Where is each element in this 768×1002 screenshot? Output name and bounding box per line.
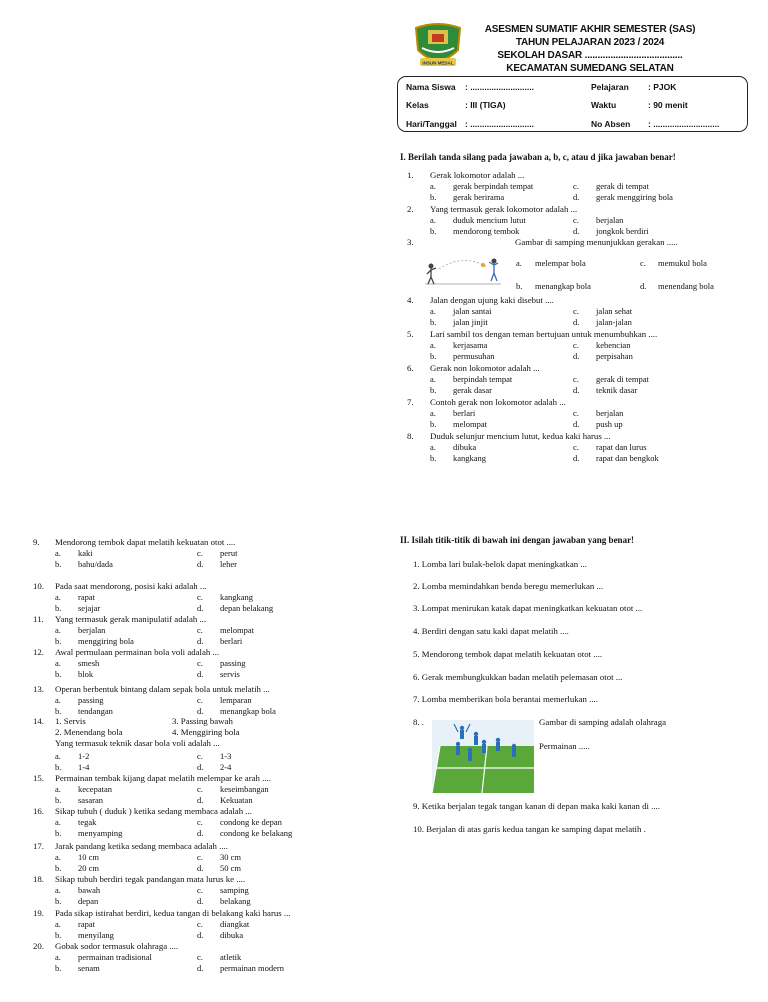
- school-year: TAHUN PELAJARAN 2023 / 2024: [515, 37, 665, 48]
- question-15-label-c[interactable]: c.: [197, 784, 203, 794]
- question-3-text: Gambar di samping menunjukkan gerakan .....: [515, 237, 678, 247]
- waktu-value: : 90 menit: [648, 100, 688, 110]
- nama-field[interactable]: : ...........................: [465, 82, 534, 92]
- question-20-option-c[interactable]: atletik: [220, 952, 242, 962]
- question-2-text: Yang termasuk gerak lokomotor adalah ...: [430, 204, 578, 214]
- question-14-option-c[interactable]: 1-3: [220, 751, 232, 761]
- question-8-label-a[interactable]: a.: [430, 442, 436, 452]
- question-17-option-c[interactable]: 30 cm: [220, 852, 242, 862]
- question-19-label-a[interactable]: a.: [55, 919, 61, 929]
- question-10-label-a[interactable]: a.: [55, 592, 61, 602]
- question-12-option-d[interactable]: servis: [220, 669, 240, 679]
- hari-field[interactable]: : ...........................: [465, 119, 534, 129]
- question-19-option-d[interactable]: dibuka: [220, 930, 244, 940]
- question-20-option-d[interactable]: permainan modern: [220, 963, 284, 973]
- question-12-option-c[interactable]: passing: [220, 658, 246, 668]
- question-6-label-d[interactable]: d.: [573, 385, 580, 395]
- section-1-instruction: I. Berilah tanda silang pada jawaban a, b, c, atau d jika jawaban benar!: [400, 152, 676, 162]
- question-2-option-c[interactable]: berjalan: [596, 215, 624, 225]
- question-15-option-a[interactable]: kecepatan: [78, 784, 112, 794]
- question-9-text: Mendorong tembok dapat melatih kekuatan otot ....: [55, 537, 236, 547]
- question-10-label-b[interactable]: b.: [55, 603, 62, 613]
- question-19-option-a[interactable]: rapat: [78, 919, 95, 929]
- question-4-label-a[interactable]: a.: [430, 306, 436, 316]
- question-1-label-d[interactable]: d.: [573, 192, 580, 202]
- question-17-number: 17.: [33, 841, 44, 851]
- essay-question-7: 7. Lomba memberikan bola berantai memerlukan ....: [413, 694, 598, 704]
- question-1-number: 1.: [407, 170, 414, 180]
- question-5-label-d[interactable]: d.: [573, 351, 580, 361]
- question-20-label-a[interactable]: a.: [55, 952, 61, 962]
- essay-question-4: 4. Berdiri dengan satu kaki dapat melatih ....: [413, 626, 569, 636]
- question-4-text: Jalan dengan ujung kaki disebut ....: [430, 295, 554, 305]
- question-14-item-1: 1. Servis: [55, 716, 86, 726]
- nama-label: Nama Siswa: [406, 82, 456, 92]
- question-18-label-c[interactable]: c.: [197, 885, 203, 895]
- question-20-text: Gobak sodor termasuk olahraga ....: [55, 941, 179, 951]
- hari-label: Hari/Tanggal: [406, 119, 457, 129]
- question-20-label-d[interactable]: d.: [197, 963, 204, 973]
- pelajaran-value: : PJOK: [648, 82, 677, 92]
- waktu-label: Waktu: [591, 100, 617, 110]
- question-13-label-c[interactable]: c.: [197, 695, 203, 705]
- question-15-label-a[interactable]: a.: [55, 784, 61, 794]
- question-12-text: Awal permulaan permainan bola voli adalah ...: [55, 647, 220, 657]
- question-6-option-b[interactable]: gerak dasar: [453, 385, 492, 395]
- question-4-label-c[interactable]: c.: [573, 306, 579, 316]
- question-4-option-b[interactable]: jalan jinjit: [453, 317, 488, 327]
- question-11-number: 11.: [33, 614, 44, 624]
- question-1-option-d[interactable]: gerak menggiring bola: [596, 192, 673, 202]
- question-6-label-b[interactable]: b.: [430, 385, 437, 395]
- question-18-option-a[interactable]: bawah: [78, 885, 101, 895]
- question-8-label-c[interactable]: c.: [573, 442, 579, 452]
- question-17-option-d[interactable]: 50 cm: [220, 863, 242, 873]
- essay-question-9: 9. Ketika berjalan tegak tangan kanan di depan maka kaki kanan di ....: [413, 801, 660, 811]
- question-7-option-b[interactable]: melompat: [453, 419, 487, 429]
- question-15-label-b[interactable]: b.: [55, 795, 62, 805]
- question-15-option-b[interactable]: sasaran: [78, 795, 104, 805]
- question-15-option-c[interactable]: keseimbangan: [220, 784, 269, 794]
- question-5-option-c[interactable]: kebencian: [596, 340, 631, 350]
- gobak-sodor-field-icon: [432, 720, 534, 793]
- question-14-option-b[interactable]: 1-4: [78, 762, 90, 772]
- question-14-label-a[interactable]: a.: [55, 751, 61, 761]
- pelajaran-label: Pelajaran: [591, 82, 629, 92]
- question-10-option-c[interactable]: kangkang: [220, 592, 254, 602]
- question-3-label-d[interactable]: d.: [640, 281, 647, 291]
- question-18-number: 18.: [33, 874, 44, 884]
- question-9-option-b[interactable]: bahu/dada: [78, 559, 113, 569]
- question-6-option-c[interactable]: gerak di tempat: [596, 374, 649, 384]
- question-14-label-d[interactable]: d.: [197, 762, 204, 772]
- question-18-option-d[interactable]: belakang: [220, 896, 251, 906]
- question-1-label-c[interactable]: c.: [573, 181, 579, 191]
- question-4-option-c[interactable]: jalan sehat: [596, 306, 633, 316]
- question-10-text: Pada saat mendorong, posisi kaki adalah ...: [55, 581, 207, 591]
- question-9-label-c[interactable]: c.: [197, 548, 203, 558]
- question-15-option-d[interactable]: Kekuatan: [220, 795, 253, 805]
- question-7-text: Contoh gerak non lokomotor adalah ...: [430, 397, 566, 407]
- question-18-option-c[interactable]: samping: [220, 885, 249, 895]
- question-15-text: Permainan tembak kijang dapat melatih melempar ke arah ....: [55, 773, 271, 783]
- question-4-label-b[interactable]: b.: [430, 317, 437, 327]
- question-12-number: 12.: [33, 647, 44, 657]
- question-6-number: 6.: [407, 363, 414, 373]
- question-3-label-b[interactable]: b.: [516, 281, 523, 291]
- question-11-label-b[interactable]: b.: [55, 636, 62, 646]
- kelas-value: : III (TIGA): [465, 100, 506, 110]
- question-6-option-d[interactable]: teknik dasar: [596, 385, 638, 395]
- question-16-option-d[interactable]: condong ke belakang: [220, 828, 293, 838]
- essay-question-3: 3. Lompat menirukan katak dapat meningkatkan kekuatan otot ...: [413, 603, 643, 613]
- essay-question-2: 2. Lomba memindahkan benda beregu memerlukan ...: [413, 581, 604, 591]
- question-1-option-a[interactable]: gerak berpindah tempat: [453, 181, 534, 191]
- section-2-instruction: II. Isilah titik-titik di bawah ini dengan jawaban yang benar!: [400, 535, 635, 545]
- question-9-label-b[interactable]: b.: [55, 559, 62, 569]
- question-3-label-a[interactable]: a.: [516, 258, 522, 268]
- essay-question-8: 8. .: [413, 717, 424, 727]
- question-6-text: Gerak non lokomotor adalah ...: [430, 363, 540, 373]
- question-16-label-d[interactable]: d.: [197, 828, 204, 838]
- question-1-option-b[interactable]: gerak berirama: [453, 192, 505, 202]
- question-13-option-c[interactable]: lemparan: [220, 695, 252, 705]
- question-1-label-a[interactable]: a.: [430, 181, 436, 191]
- question-18-label-d[interactable]: d.: [197, 896, 204, 906]
- question-14-item-3: 3. Passing bawah: [172, 716, 233, 726]
- question-14-label-b[interactable]: b.: [55, 762, 62, 772]
- question-12-label-b[interactable]: b.: [55, 669, 62, 679]
- question-5-text: Lari sambil tos dengan teman bertujuan untuk menumbuhkan ....: [430, 329, 658, 339]
- question-13-label-d[interactable]: d.: [197, 706, 204, 716]
- question-4-label-d[interactable]: d.: [573, 317, 580, 327]
- question-8-label-b[interactable]: b.: [430, 453, 437, 463]
- question-8-option-d[interactable]: rapat dan bengkok: [596, 453, 659, 463]
- question-16-option-b[interactable]: menyamping: [78, 828, 123, 838]
- question-13-label-a[interactable]: a.: [55, 695, 61, 705]
- question-6-label-a[interactable]: a.: [430, 374, 436, 384]
- question-16-option-c[interactable]: condong ke depan: [220, 817, 282, 827]
- question-5-label-a[interactable]: a.: [430, 340, 436, 350]
- question-13-label-b[interactable]: b.: [55, 706, 62, 716]
- kelas-label: Kelas: [406, 100, 429, 110]
- question-4-option-a[interactable]: jalan santai: [453, 306, 492, 316]
- question-19-label-b[interactable]: b.: [55, 930, 62, 940]
- question-8-number: 8.: [407, 431, 414, 441]
- question-14-item-4: 4. Menggiring bola: [172, 727, 240, 737]
- question-12-label-c[interactable]: c.: [197, 658, 203, 668]
- question-13-number: 13.: [33, 684, 44, 694]
- question-17-option-b[interactable]: 20 cm: [78, 863, 100, 873]
- question-2-option-a[interactable]: duduk mencium lutut: [453, 215, 526, 225]
- absen-field[interactable]: : ............................: [648, 119, 720, 129]
- question-10-option-d[interactable]: depan belakang: [220, 603, 274, 613]
- question-9-number: 9.: [33, 537, 40, 547]
- district-name: KECAMATAN SUMEDANG SELATAN: [506, 63, 674, 74]
- question-11-option-d[interactable]: berlari: [220, 636, 243, 646]
- essay-question-10: 10. Berjalan di atas garis kedua tangan ke samping dapat melatih .: [413, 824, 646, 834]
- question-2-label-b[interactable]: b.: [430, 226, 437, 236]
- question-8-option-c[interactable]: rapat dan lurus: [596, 442, 647, 452]
- question-8-option-a[interactable]: dibuka: [453, 442, 477, 452]
- question-9-option-c[interactable]: perut: [220, 548, 238, 558]
- kids-playing-ball-icon: [423, 257, 503, 287]
- question-2-option-d[interactable]: jongkok berdiri: [596, 226, 649, 236]
- question-8-text: Duduk selunjur mencium lutut, kedua kaki harus ...: [430, 431, 611, 441]
- question-14-item-2: 2. Menendang bola: [55, 727, 123, 737]
- question-17-label-a[interactable]: a.: [55, 852, 61, 862]
- question-5-number: 5.: [407, 329, 414, 339]
- question-12-option-b[interactable]: blok: [78, 669, 94, 679]
- question-16-option-a[interactable]: tegak: [78, 817, 97, 827]
- question-8-label-d[interactable]: d.: [573, 453, 580, 463]
- question-7-option-c[interactable]: berjalan: [596, 408, 624, 418]
- question-5-label-b[interactable]: b.: [430, 351, 437, 361]
- question-17-text: Jarak pandang ketika sedang membaca adalah ....: [55, 841, 228, 851]
- question-20-number: 20.: [33, 941, 44, 951]
- question-1-label-b[interactable]: b.: [430, 192, 437, 202]
- question-9-option-a[interactable]: kaki: [78, 548, 93, 558]
- question-14-text: Yang termasuk teknik dasar bola voli adalah ...: [55, 738, 220, 748]
- school-name: SEKOLAH DASAR ......................................: [497, 50, 683, 61]
- question-17-label-b[interactable]: b.: [55, 863, 62, 873]
- question-16-label-b[interactable]: b.: [55, 828, 62, 838]
- question-20-label-b[interactable]: b.: [55, 963, 62, 973]
- question-13-option-a[interactable]: passing: [78, 695, 104, 705]
- question-11-label-a[interactable]: a.: [55, 625, 61, 635]
- question-11-label-c[interactable]: c.: [197, 625, 203, 635]
- question-16-label-a[interactable]: a.: [55, 817, 61, 827]
- essay-question-6: 6. Gerak membungkukkan badan melatih pelemasan otot ...: [413, 672, 623, 682]
- question-3-option-b[interactable]: menangkap bola: [535, 281, 591, 291]
- question-20-option-a[interactable]: permainan tradisional: [78, 952, 152, 962]
- essay-question-1: 1. Lomba lari bulak-belok dapat meningkatkan ...: [413, 559, 587, 569]
- question-19-option-b[interactable]: menyilang: [78, 930, 114, 940]
- question-20-label-c[interactable]: c.: [197, 952, 203, 962]
- question-18-text: Sikap tubuh berdiri tegak pandangan mata lurus ke ....: [55, 874, 246, 884]
- ball-throwing-illustration: [423, 257, 503, 287]
- question-5-option-a[interactable]: kerjasama: [453, 340, 488, 350]
- question-16-text: Sikap tubuh ( duduk ) ketika sedang membaca adalah ...: [55, 806, 252, 816]
- question-10-option-b[interactable]: sejajar: [78, 603, 101, 613]
- question-3-label-c[interactable]: c.: [640, 258, 646, 268]
- question-20-option-b[interactable]: senam: [78, 963, 100, 973]
- question-15-number: 15.: [33, 773, 44, 783]
- field-game-illustration: [432, 720, 534, 793]
- question-14-number: 14.: [33, 716, 44, 726]
- question-13-option-d[interactable]: menangkap bola: [220, 706, 276, 716]
- question-15-label-d[interactable]: d.: [197, 795, 204, 805]
- question-6-option-a[interactable]: berpindah tempat: [453, 374, 513, 384]
- question-7-label-a[interactable]: a.: [430, 408, 436, 418]
- question-7-option-a[interactable]: berlari: [453, 408, 476, 418]
- question-7-label-d[interactable]: d.: [573, 419, 580, 429]
- question-11-option-b[interactable]: menggiring bola: [78, 636, 134, 646]
- question-11-option-c[interactable]: melompat: [220, 625, 254, 635]
- question-10-number: 10.: [33, 581, 44, 591]
- question-4-option-d[interactable]: jalan-jalan: [596, 317, 632, 327]
- question-3-number: 3.: [407, 237, 414, 247]
- question-9-label-d[interactable]: d.: [197, 559, 204, 569]
- question-5-label-c[interactable]: c.: [573, 340, 579, 350]
- svg-text:INSUN MEDAL: INSUN MEDAL: [422, 60, 454, 66]
- question-16-number: 16.: [33, 806, 44, 816]
- question-11-option-a[interactable]: berjalan: [78, 625, 106, 635]
- question-9-option-d[interactable]: leher: [220, 559, 237, 569]
- question-10-option-a[interactable]: rapat: [78, 592, 95, 602]
- question-13-text: Operan berbentuk bintang dalam sepak bola untuk melatih ...: [55, 684, 270, 694]
- question-2-label-a[interactable]: a.: [430, 215, 436, 225]
- question-3-option-d[interactable]: menendang bola: [658, 281, 714, 291]
- question-6-label-c[interactable]: c.: [573, 374, 579, 384]
- question-5-option-b[interactable]: permusuhan: [453, 351, 495, 361]
- question-12-label-a[interactable]: a.: [55, 658, 61, 668]
- question-17-label-d[interactable]: d.: [197, 863, 204, 873]
- question-9-label-a[interactable]: a.: [55, 548, 61, 558]
- question-13-option-b[interactable]: tendangan: [78, 706, 113, 716]
- question-3-option-c[interactable]: memukul bola: [658, 258, 707, 268]
- question-18-label-b[interactable]: b.: [55, 896, 62, 906]
- question-17-label-c[interactable]: c.: [197, 852, 203, 862]
- question-7-option-d[interactable]: push up: [596, 419, 623, 429]
- question-2-label-c[interactable]: c.: [573, 215, 579, 225]
- question-7-label-b[interactable]: b.: [430, 419, 437, 429]
- question-14-label-c[interactable]: c.: [197, 751, 203, 761]
- question-11-label-d[interactable]: d.: [197, 636, 204, 646]
- question-10-label-d[interactable]: d.: [197, 603, 204, 613]
- question-16-label-c[interactable]: c.: [197, 817, 203, 827]
- question-19-number: 19.: [33, 908, 44, 918]
- question-8-option-b[interactable]: kangkang: [453, 453, 487, 463]
- question-19-text: Pada sikap istirahat berdiri, kedua tangan di belakang kaki harus ...: [55, 908, 291, 918]
- question-14-option-d[interactable]: 2-4: [220, 762, 232, 772]
- question-11-text: Yang termasuk gerak manipulatif adalah ...: [55, 614, 207, 624]
- question-2-label-d[interactable]: d.: [573, 226, 580, 236]
- question-12-label-d[interactable]: d.: [197, 669, 204, 679]
- question-7-number: 7.: [407, 397, 414, 407]
- question-18-option-b[interactable]: depan: [78, 896, 99, 906]
- question-19-label-d[interactable]: d.: [197, 930, 204, 940]
- exam-title: ASESMEN SUMATIF AKHIR SEMESTER (SAS): [484, 24, 696, 35]
- question-1-option-c[interactable]: gerak di tempat: [596, 181, 649, 191]
- essay-question-5: 5. Mendorong tembok dapat melatih kekuatan otot ....: [413, 649, 603, 659]
- absen-label: No Absen: [591, 119, 631, 129]
- essay-question-8-text: Gambar di samping adalah olahraga: [539, 717, 667, 727]
- question-14-option-a[interactable]: 1-2: [78, 751, 90, 761]
- essay-question-8-answer[interactable]: Permainan .....: [539, 741, 590, 751]
- question-17-option-a[interactable]: 10 cm: [78, 852, 100, 862]
- question-19-option-c[interactable]: diangkat: [220, 919, 250, 929]
- question-2-option-b[interactable]: mendorong tembok: [453, 226, 520, 236]
- question-7-label-c[interactable]: c.: [573, 408, 579, 418]
- question-1-text: Gerak lokomotor adalah ...: [430, 170, 525, 180]
- question-3-option-a[interactable]: melempar bola: [535, 258, 586, 268]
- question-2-number: 2.: [407, 204, 414, 214]
- question-18-label-a[interactable]: a.: [55, 885, 61, 895]
- question-5-option-d[interactable]: perpisahan: [596, 351, 633, 361]
- question-12-option-a[interactable]: smesh: [78, 658, 100, 668]
- question-10-label-c[interactable]: c.: [197, 592, 203, 602]
- question-19-label-c[interactable]: c.: [197, 919, 203, 929]
- question-4-number: 4.: [407, 295, 414, 305]
